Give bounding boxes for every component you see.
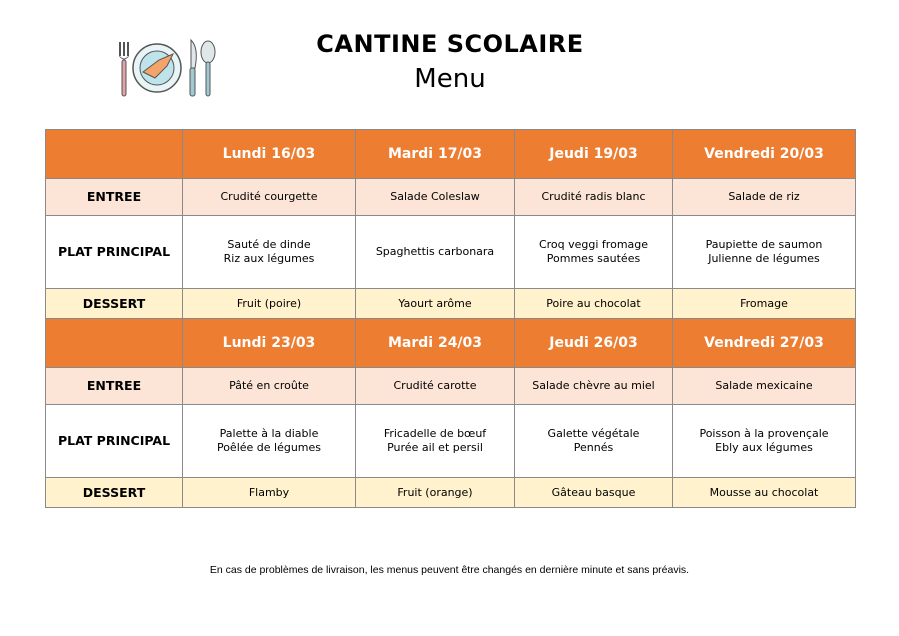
spoon-icon	[201, 41, 215, 96]
plat-line: Galette végétale	[547, 427, 640, 440]
week-1-plat-row	[46, 216, 856, 289]
plat-line: Paupiette de saumon	[705, 238, 823, 251]
plat-cell	[673, 216, 856, 289]
entree-cell: Crudité radis blanc	[515, 179, 673, 216]
dessert-cell: Mousse au chocolat	[673, 478, 856, 508]
plate-cutlery-icon	[115, 38, 225, 100]
dessert-cell: Yaourt arôme	[356, 289, 515, 319]
plat-cell	[515, 216, 673, 289]
week-1-dessert-row	[46, 289, 856, 319]
week-2-plat-row	[46, 405, 856, 478]
dessert-cell: Gâteau basque	[515, 478, 673, 508]
plat-cell	[183, 405, 356, 478]
day-header: Jeudi 26/03	[515, 319, 673, 368]
footer-note: En cas de problèmes de livraison, les menus peuvent être changés en dernière minute et sans préavis.	[209, 564, 690, 576]
plat-line: Palette à la diable	[219, 427, 319, 440]
entree-cell: Salade mexicaine	[673, 368, 856, 405]
page-subtitle: Menu	[414, 64, 486, 94]
week-2-header-row	[46, 319, 856, 368]
header-empty-cell	[46, 319, 183, 368]
plat-line: Pennés	[573, 441, 614, 454]
plat-line: Julienne de légumes	[708, 252, 820, 265]
day-header: Jeudi 19/03	[515, 130, 673, 179]
week-2-dessert-row	[46, 478, 856, 508]
row-label-dessert: DESSERT	[46, 289, 183, 319]
plat-line: Poêlée de légumes	[216, 441, 322, 454]
plat-line: Ebly aux légumes	[715, 441, 813, 454]
knife-icon	[190, 40, 196, 96]
entree-cell: Crudité courgette	[183, 179, 356, 216]
dessert-cell: Flamby	[183, 478, 356, 508]
plat-cell	[515, 405, 673, 478]
plat-cell	[356, 405, 515, 478]
day-header: Vendredi 20/03	[673, 130, 856, 179]
dessert-cell: Fruit (orange)	[356, 478, 515, 508]
dessert-cell: Fromage	[673, 289, 856, 319]
row-label-dessert: DESSERT	[46, 478, 183, 508]
plat-line: Pommes sautées	[546, 252, 641, 265]
entree-cell: Salade chèvre au miel	[515, 368, 673, 405]
week-1-header-row	[46, 130, 856, 179]
day-header: Mardi 24/03	[356, 319, 515, 368]
row-label-entree: ENTREE	[46, 179, 183, 216]
plat-cell	[183, 216, 356, 289]
week-1-entree-row	[46, 179, 856, 216]
row-label-plat: PLAT PRINCIPAL	[46, 405, 183, 478]
fork-icon	[119, 42, 129, 96]
header-empty-cell	[46, 130, 183, 179]
plat-line: Purée ail et persil	[387, 441, 483, 454]
day-header: Lundi 16/03	[183, 130, 356, 179]
plat-line: Spaghettis carbonara	[375, 245, 495, 258]
dessert-cell: Fruit (poire)	[183, 289, 356, 319]
plat-line: Croq veggi fromage	[538, 238, 649, 251]
row-label-plat: PLAT PRINCIPAL	[46, 216, 183, 289]
week-2-entree-row	[46, 368, 856, 405]
plat-cell	[356, 216, 515, 289]
day-header: Vendredi 27/03	[673, 319, 856, 368]
dessert-cell: Poire au chocolat	[515, 289, 673, 319]
menu-table	[45, 129, 856, 508]
page-title: CANTINE SCOLAIRE	[316, 30, 584, 58]
row-label-entree: ENTREE	[46, 368, 183, 405]
day-header: Lundi 23/03	[183, 319, 356, 368]
entree-cell: Salade Coleslaw	[356, 179, 515, 216]
plat-line: Sauté de dinde	[227, 238, 311, 251]
plat-line: Fricadelle de bœuf	[383, 427, 487, 440]
plat-line: Riz aux légumes	[223, 252, 315, 265]
plat-cell	[673, 405, 856, 478]
day-header: Mardi 17/03	[356, 130, 515, 179]
entree-cell: Salade de riz	[673, 179, 856, 216]
plat-line: Poisson à la provençale	[699, 427, 829, 440]
entree-cell: Pâté en croûte	[183, 368, 356, 405]
entree-cell: Crudité carotte	[356, 368, 515, 405]
